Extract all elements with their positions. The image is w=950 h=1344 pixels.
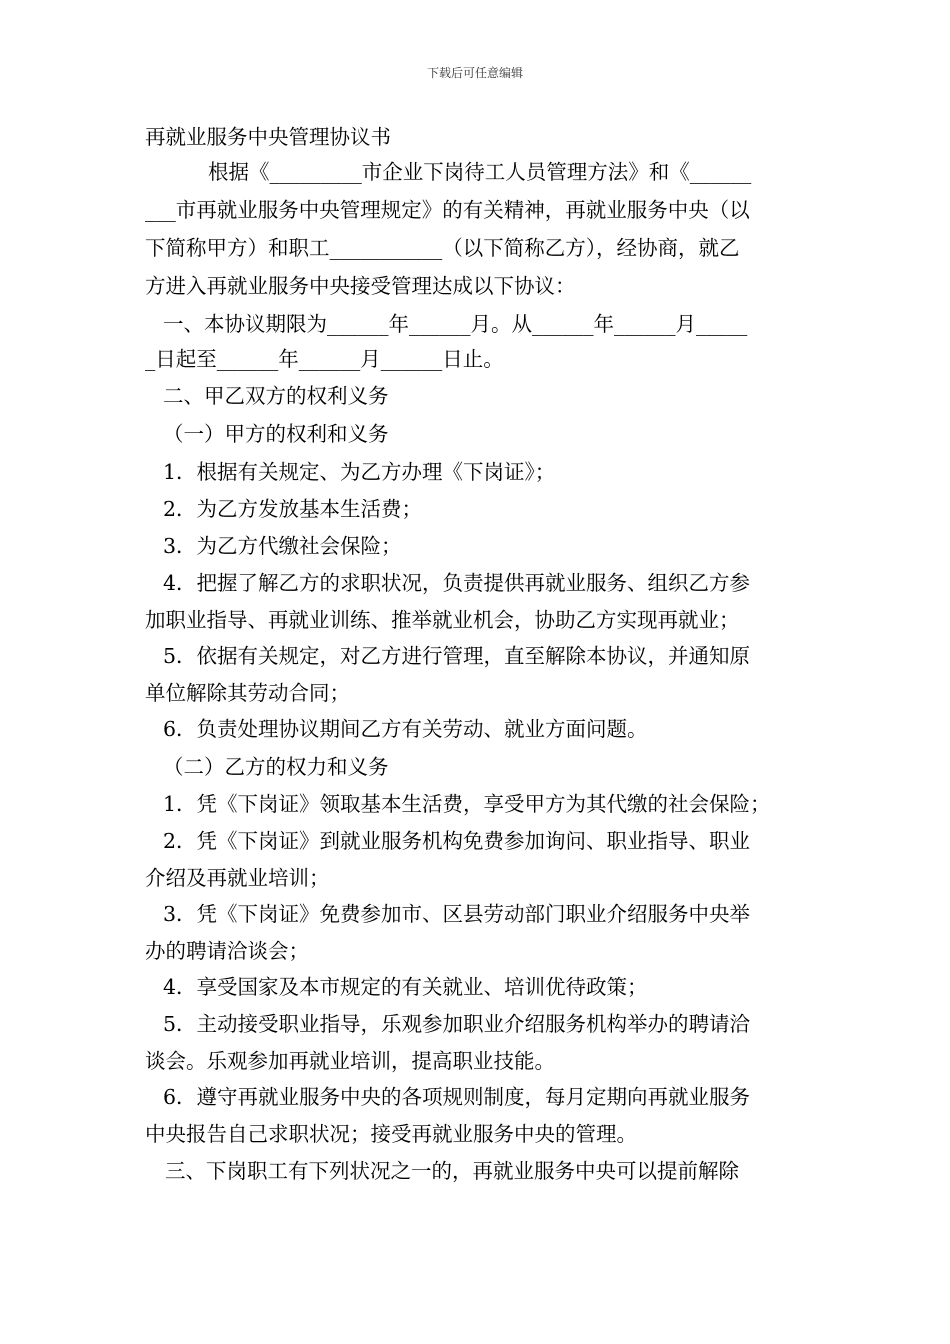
list-item-continuation: 谈会。乐观参加再就业培训，提高职业技能。	[145, 1049, 555, 1073]
paragraph-line: 根据《_________市企业下岗待工人员管理方法》和《______	[208, 160, 752, 184]
list-item-continuation: 介绍及再就业培训；	[145, 866, 330, 890]
subsection-heading: （二）乙方的权力和义务	[163, 755, 389, 779]
list-item: 2．凭《下岗证》到就业服务机构免费参加询问、职业指导、职业	[163, 829, 751, 853]
document-title: 再就业服务中央管理协议书	[145, 125, 391, 149]
list-item: 4．把握了解乙方的求职状况，负责提供再就业服务、组织乙方参	[163, 571, 751, 595]
list-item-continuation: 办的聘请洽谈会；	[145, 939, 309, 963]
page-header-note: 下载后可任意编辑	[426, 66, 523, 80]
list-item-continuation: 单位解除其劳动合同；	[145, 681, 350, 705]
section-heading: 三、下岗职工有下列状况之一的，再就业服务中央可以提前解除	[165, 1159, 739, 1183]
paragraph-line: 一、本协议期限为______年______月。从______年______月_____	[163, 312, 748, 336]
paragraph-line: ___市再就业服务中央管理规定》的有关精神，再就业服务中央（以	[145, 198, 750, 222]
paragraph-line: _日起至______年______月______日止。	[145, 347, 504, 371]
list-item: 5．主动接受职业指导，乐观参加职业介绍服务机构举办的聘请洽	[163, 1012, 751, 1036]
list-item: 6．遵守再就业服务中央的各项规则制度，每月定期向再就业服务	[163, 1085, 751, 1109]
subsection-heading: （一）甲方的权利和义务	[163, 422, 389, 446]
list-item: 1．根据有关规定、为乙方办理《下岗证》；	[163, 460, 556, 484]
list-item: 6．负责处理协议期间乙方有关劳动、就业方面问题。	[163, 717, 648, 741]
paragraph-line: 下简称甲方）和职工___________（以下简称乙方），经协商，就乙	[145, 236, 740, 260]
list-item-continuation: 加职业指导、再就业训练、推举就业机会，协助乙方实现再就业；	[145, 608, 740, 632]
list-item: 4．享受国家及本市规定的有关就业、培训优待政策；	[163, 975, 648, 999]
list-item: 5．依据有关规定，对乙方进行管理，直至解除本协议，并通知原	[163, 644, 751, 668]
list-item: 3．为乙方代缴社会保险；	[163, 534, 402, 558]
list-item: 2．为乙方发放基本生活费；	[163, 497, 423, 521]
list-item: 1．凭《下岗证》领取基本生活费，享受甲方为其代缴的社会保险；	[163, 792, 771, 816]
list-item-continuation: 中央报告自己求职状况；接受再就业服务中央的管理。	[145, 1122, 637, 1146]
section-heading: 二、甲乙双方的权利义务	[163, 384, 389, 408]
list-item: 3．凭《下岗证》免费参加市、区县劳动部门职业介绍服务中央举	[163, 902, 751, 926]
paragraph-line: 方进入再就业服务中央接受管理达成以下协议：	[145, 274, 576, 298]
